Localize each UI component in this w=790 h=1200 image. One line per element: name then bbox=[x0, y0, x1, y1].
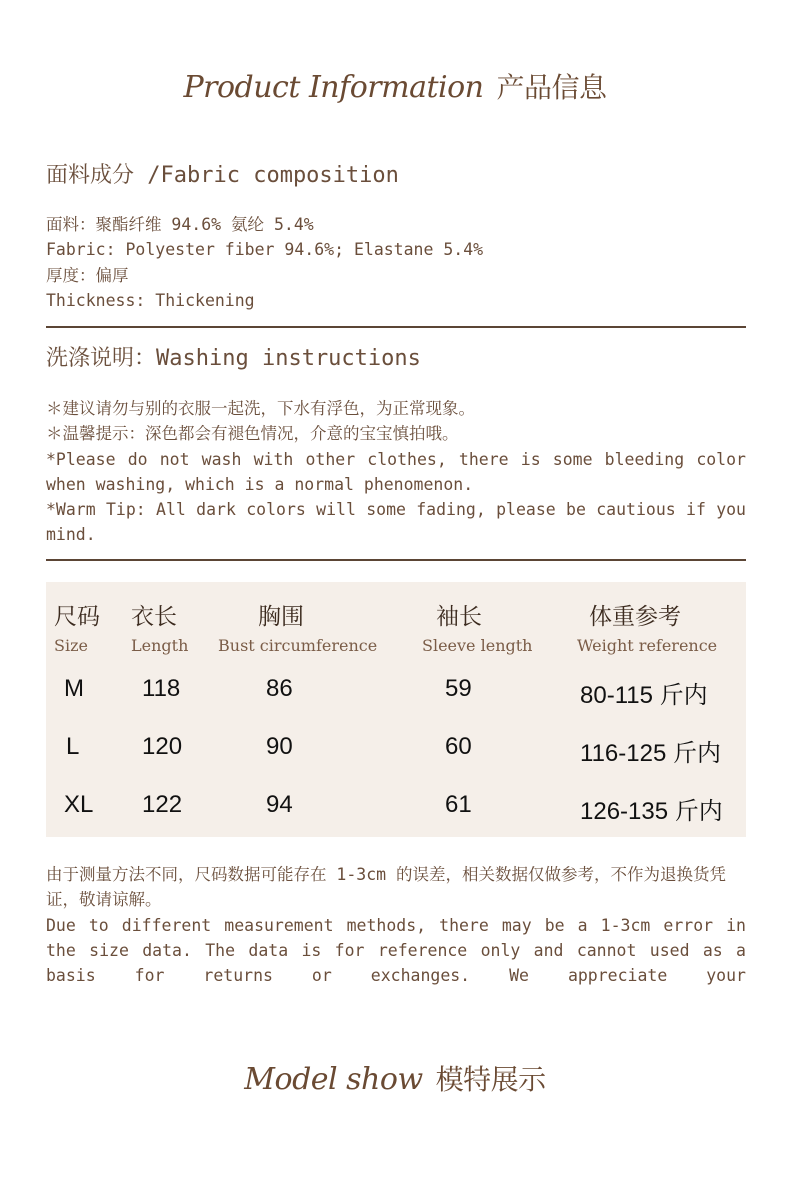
table-cell-size: L bbox=[66, 733, 80, 760]
column-header-en: Sleeve length bbox=[422, 636, 533, 655]
fabric-line-en: Fabric: Polyester fiber 94.6%; Elastane 5.4% bbox=[46, 240, 484, 260]
fabric-line-cn: 面料：聚酯纤维 94.6% 氨纶 5.4% bbox=[46, 215, 314, 234]
table-cell-sleeve: 59 bbox=[445, 675, 472, 702]
washing-heading: 洗涤说明：Washing instructions bbox=[46, 346, 421, 371]
column-header-en: Length bbox=[131, 636, 189, 655]
model-show-title-en: Model show bbox=[244, 1062, 423, 1097]
column-header-cn: 袖长 bbox=[436, 604, 482, 630]
measurement-note-en: Due to different measurement methods, there may be a 1-3cm error in the size data. The data is for reference only and cannot used as a basis for returns or exchanges. We appreciate your bbox=[46, 915, 746, 986]
page-title-cn: 产品信息 bbox=[496, 71, 607, 104]
size-table bbox=[46, 582, 746, 837]
divider-1 bbox=[46, 326, 746, 328]
table-cell-bust: 94 bbox=[266, 791, 293, 818]
page-title-en: Product Information bbox=[183, 70, 484, 105]
table-cell-bust: 90 bbox=[266, 733, 293, 760]
divider-2 bbox=[46, 559, 746, 561]
weight-unit: 斤内 bbox=[674, 797, 723, 825]
washing-details bbox=[46, 396, 746, 548]
table-cell-length: 120 bbox=[142, 733, 183, 760]
column-header-en: Size bbox=[54, 636, 88, 655]
table-cell-size: XL bbox=[64, 791, 94, 818]
weight-range: 80-115 bbox=[580, 682, 653, 709]
table-cell-size: M bbox=[64, 675, 84, 702]
weight-unit: 斤内 bbox=[672, 739, 721, 767]
model-show-title-cn: 模特展示 bbox=[435, 1063, 546, 1096]
thickness-line-cn: 厚度：偏厚 bbox=[46, 265, 129, 285]
table-cell-weight bbox=[580, 733, 721, 768]
column-header-cn: 体重参考 bbox=[589, 604, 681, 630]
measurement-note-cn: 由于测量方法不同，尺码数据可能存在 1-3cm 的误差，相关数据仅做参考，不作为退换货凭证，敬请谅解。 bbox=[46, 865, 727, 910]
table-cell-sleeve: 61 bbox=[445, 791, 472, 818]
measurement-note bbox=[46, 862, 746, 988]
weight-unit: 斤内 bbox=[659, 681, 708, 709]
washing-line-cn-1: ＊建议请勿与别的衣服一起洗，下水有浮色，为正常现象。 bbox=[46, 399, 475, 418]
column-header-cn: 胸围 bbox=[258, 604, 304, 630]
page-title bbox=[0, 66, 790, 106]
washing-line-en-2: *Warm Tip: All dark colors will some fading, please be cautious if you mind. bbox=[46, 500, 746, 545]
table-cell-length: 122 bbox=[142, 791, 183, 818]
fabric-details bbox=[46, 212, 746, 313]
table-cell-length: 118 bbox=[142, 675, 181, 702]
weight-range: 116-125 bbox=[580, 740, 667, 767]
weight-range: 126-135 bbox=[580, 798, 669, 825]
fabric-heading: 面料成分 /Fabric composition bbox=[46, 163, 399, 188]
column-header-cn: 尺码 bbox=[54, 604, 100, 630]
washing-line-cn-2: ＊温馨提示：深色都会有褪色情况，介意的宝宝慎拍哦。 bbox=[46, 424, 459, 444]
column-header-en: Weight reference bbox=[577, 636, 718, 655]
table-cell-weight bbox=[580, 675, 708, 710]
column-header-en: Bust circumference bbox=[218, 636, 378, 655]
table-cell-sleeve: 60 bbox=[445, 733, 472, 760]
model-show-title bbox=[0, 1058, 790, 1098]
table-cell-weight bbox=[580, 791, 723, 826]
thickness-line-en: Thickness: Thickening bbox=[46, 290, 255, 310]
column-header-cn: 衣长 bbox=[131, 604, 177, 630]
table-cell-bust: 86 bbox=[266, 675, 293, 702]
washing-line-en-1: *Please do not wash with other clothes, there is some bleeding color when washing, which is a normal phenomenon. bbox=[46, 449, 746, 494]
